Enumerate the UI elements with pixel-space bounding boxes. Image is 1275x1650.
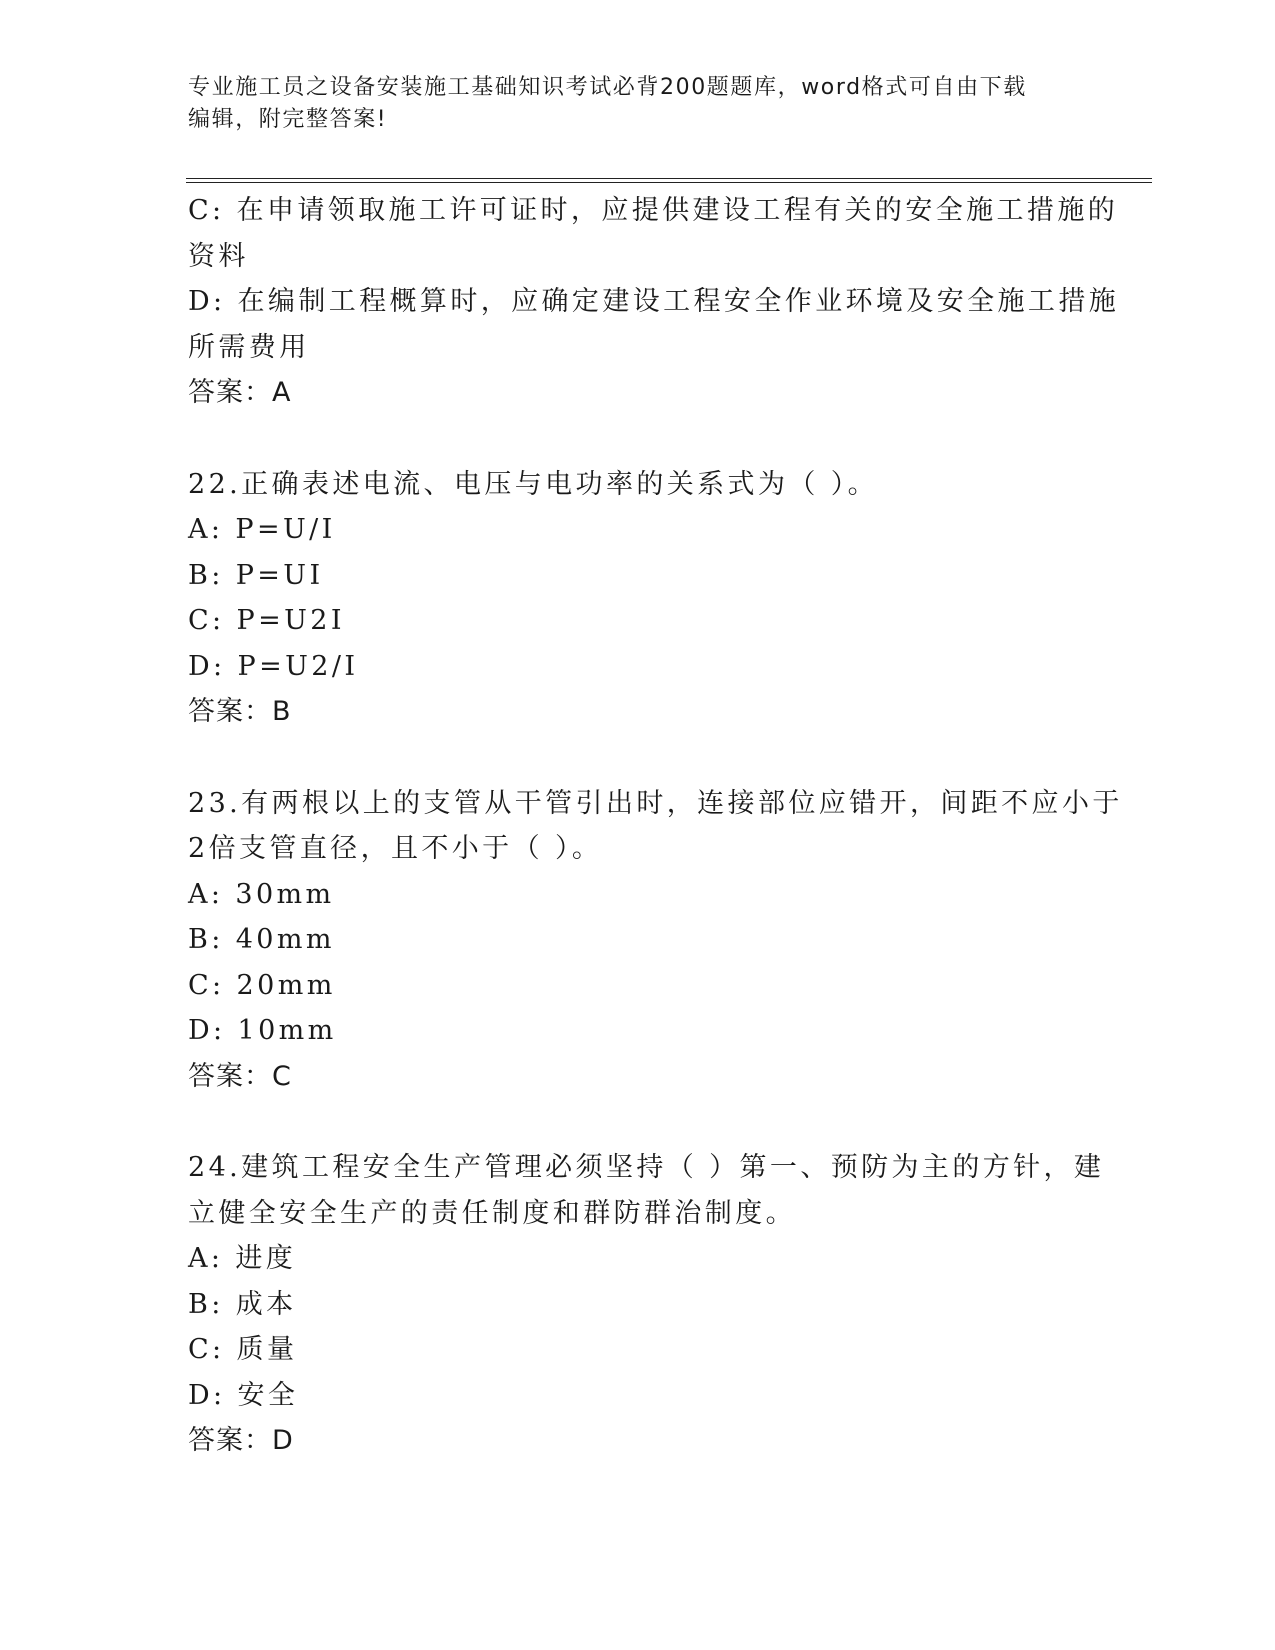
question-stem-cont: 2倍支管直径，且不小于（ ）。 (188, 833, 603, 864)
option-c-cont: 资料 (188, 240, 249, 272)
option-b: B: P=UI (188, 559, 324, 591)
question-content (188, 188, 1123, 1464)
header-rule-top (186, 178, 1152, 179)
option-a: A: 30mm (188, 878, 335, 910)
option-d: D: 10mm (188, 1015, 337, 1046)
answer: 答案：C (188, 1060, 292, 1092)
option-c: C: P=U2I (188, 605, 345, 636)
option-c: C: 质量 (188, 1334, 298, 1365)
answer: 答案：B (188, 696, 292, 727)
option-d: D: P=U2/I (188, 650, 359, 682)
question-23 (188, 781, 1123, 1100)
question-stem: 22.正确表述电流、电压与电功率的关系式为（ ）。 (188, 468, 879, 500)
option-d-cont: 所需费用 (188, 331, 310, 363)
question-24 (188, 1145, 1105, 1464)
option-d: D: 在编制工程概算时，应确定建设工程安全作业环境及安全施工措施 (188, 286, 1120, 317)
question-21-continued (188, 188, 1120, 416)
question-stem: 23.有两根以上的支管从干管引出时，连接部位应错开，间距不应小于 (188, 787, 1123, 819)
question-stem: 24.建筑工程安全生产管理必须坚持（ ）第一、预防为主的方针，建 (188, 1152, 1105, 1183)
option-c: C: 20mm (188, 969, 336, 1001)
option-d: D: 安全 (188, 1379, 299, 1411)
answer: 答案：A (188, 377, 292, 408)
header-rule-bottom (186, 182, 1152, 183)
document-header (188, 72, 1068, 136)
header-line-2: 编辑，附完整答案! (188, 107, 388, 132)
option-a: A: P=U/I (188, 514, 336, 545)
option-b: B: 40mm (188, 924, 335, 955)
question-stem-cont: 立健全安全生产的责任制度和群防群治制度。 (188, 1197, 796, 1229)
header-line-1: 专业施工员之设备安装施工基础知识考试必背200题题库，word格式可自由下载 (188, 75, 1027, 100)
option-a: A: 进度 (188, 1243, 297, 1274)
option-b: B: 成本 (188, 1288, 297, 1320)
answer: 答案：D (188, 1425, 294, 1456)
option-c: C: 在申请领取施工许可证时，应提供建设工程有关的安全施工措施的 (188, 195, 1119, 226)
question-22 (188, 462, 1088, 735)
